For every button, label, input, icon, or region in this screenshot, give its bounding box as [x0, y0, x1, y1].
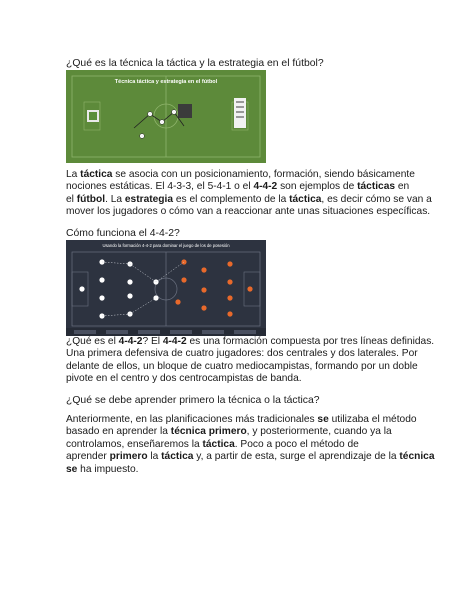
- formation-graphic: [66, 240, 266, 336]
- text-line: el fútbol. La estrategia es el complemento de la táctica, es decir cómo se van a: [66, 193, 432, 205]
- paragraph-learning-order: [66, 414, 435, 476]
- text-line: mover los jugadores o cómo van a reaccionar ante unas situaciones específicas.: [66, 206, 431, 218]
- text-line: delante de ellos, un bloque de cuatro mediocampistas, formando por un doble: [66, 360, 418, 372]
- tactics-slide-image: [66, 70, 266, 163]
- paragraph-4-4-2: [66, 336, 435, 386]
- text-line: aprender primero la táctica y, a partir de esta, surge el aprendizaje de la técnica: [66, 451, 435, 463]
- heading-4-4-2: Cómo funciona el 4-4-2?: [66, 228, 180, 239]
- text-line: ¿Qué es el 4-4-2? El 4-4-2 es una formación compuesta por tres líneas definidas.: [66, 336, 435, 347]
- heading-technique-first: ¿Qué se debe aprender primero la técnica o la táctica?: [66, 395, 320, 406]
- text-line: pivote en el centro y dos centrocampistas de banda.: [66, 373, 302, 385]
- paragraph-tactics: [66, 169, 432, 219]
- text-line: Anteriormente, en las planificaciones más tradicionales se utilizaba el método: [66, 414, 417, 425]
- formation-4-4-2-image: [66, 240, 266, 336]
- text-line: se ha impuesto.: [66, 463, 139, 475]
- text-line: La táctica se asocia con un posicionamiento, formación, siendo básicamente: [66, 169, 415, 180]
- text-line: basado en aprender la técnica primero, y posteriormente, cuando ya la: [66, 426, 392, 438]
- text-line: nociones estáticas. El 4-3-3, el 5-4-1 o el 4-4-2 son ejemplos de tácticas en: [66, 181, 410, 193]
- tactics-slide-title: Técnica táctica y estrategia en el fútbol: [114, 79, 218, 85]
- text-line: Una primera defensiva de cuatro jugadores: dos centrales y dos laterales. Por: [66, 348, 418, 360]
- formation-image-title: Usando la formación 4-4-2 para dominar el juego de los de posesión: [102, 243, 230, 248]
- text-line: controlamos, enseñaremos la táctica. Poco a poco el método de: [66, 438, 359, 450]
- heading-technique-tactics: ¿Qué es la técnica la táctica y la estrategia en el fútbol?: [66, 58, 324, 69]
